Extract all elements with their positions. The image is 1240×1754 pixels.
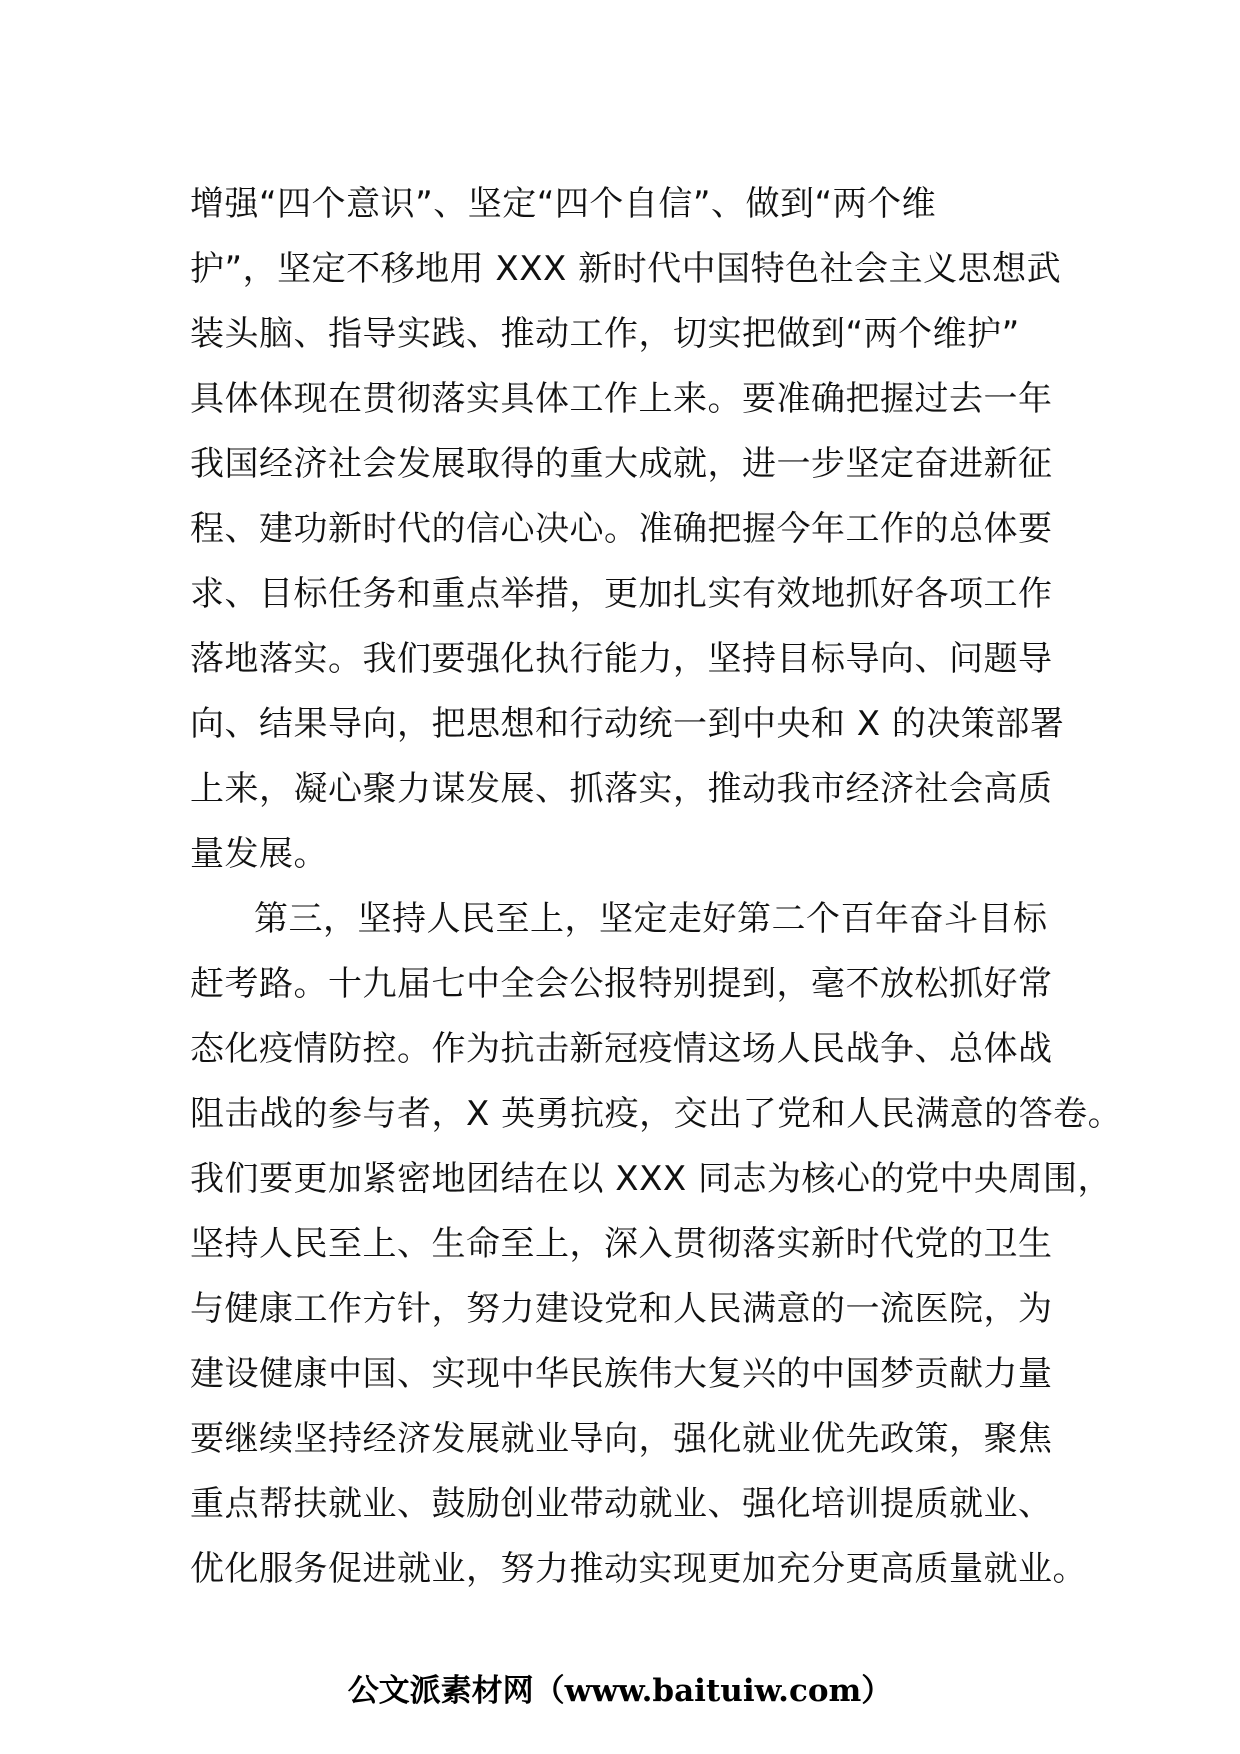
- text-line: 装头脑、指导实践、推动工作，切实把做到“两个维护”: [190, 314, 1020, 354]
- paragraph-start-line: 第三，坚持人民至上，坚定走好第二个百年奋斗目标: [254, 899, 1048, 939]
- text-line: 阻击战的参与者，X 英勇抗疫，交出了党和人民满意的答卷。: [190, 1094, 1123, 1134]
- text-line: 量发展。: [190, 834, 328, 874]
- text-line: 护”，坚定不移地用 XXX 新时代中国特色社会主义思想武: [190, 249, 1062, 289]
- text-line: 我们要更加紧密地团结在以 XXX 同志为核心的党中央周围，: [190, 1159, 1112, 1199]
- text-line: 重点帮扶就业、鼓励创业带动就业、强化培训提质就业、: [190, 1484, 1053, 1524]
- text-line: 与健康工作方针，努力建设党和人民满意的一流医院，为: [190, 1289, 1053, 1329]
- text-line: 赶考路。十九届七中全会公报特别提到，毫不放松抓好常: [190, 964, 1053, 1004]
- text-line: 我国经济社会发展取得的重大成就，进一步坚定奋进新征: [190, 444, 1053, 484]
- text-line: 落地落实。我们要强化执行能力，坚持目标导向、问题导: [190, 639, 1053, 679]
- text-line: 建设健康中国、实现中华民族伟大复兴的中国梦贡献力量: [190, 1354, 1053, 1394]
- text-line: 增强“四个意识”、坚定“四个自信”、做到“两个维: [190, 184, 937, 224]
- text-line: 具体体现在贯彻落实具体工作上来。要准确把握过去一年: [190, 379, 1053, 419]
- document-body: [190, 172, 1123, 1602]
- text-line: 向、结果导向，把思想和行动统一到中央和 X 的决策部署: [190, 704, 1065, 744]
- text-line: 态化疫情防控。作为抗击新冠疫情这场人民战争、总体战: [190, 1029, 1053, 1069]
- footer-watermark: 公文派素材网（www.baituiw.com）: [347, 1673, 893, 1709]
- text-line: 要继续坚持经济发展就业导向，强化就业优先政策，聚焦: [190, 1419, 1053, 1459]
- text-line: 求、目标任务和重点举措，更加扎实有效地抓好各项工作: [190, 574, 1053, 614]
- text-line: 程、建功新时代的信心决心。准确把握今年工作的总体要: [190, 509, 1053, 549]
- text-line: 上来，凝心聚力谋发展、抓落实，推动我市经济社会高质: [190, 769, 1053, 809]
- text-line: 优化服务促进就业，努力推动实现更加充分更高质量就业。: [190, 1549, 1087, 1589]
- text-line: 坚持人民至上、生命至上，深入贯彻落实新时代党的卫生: [190, 1224, 1053, 1264]
